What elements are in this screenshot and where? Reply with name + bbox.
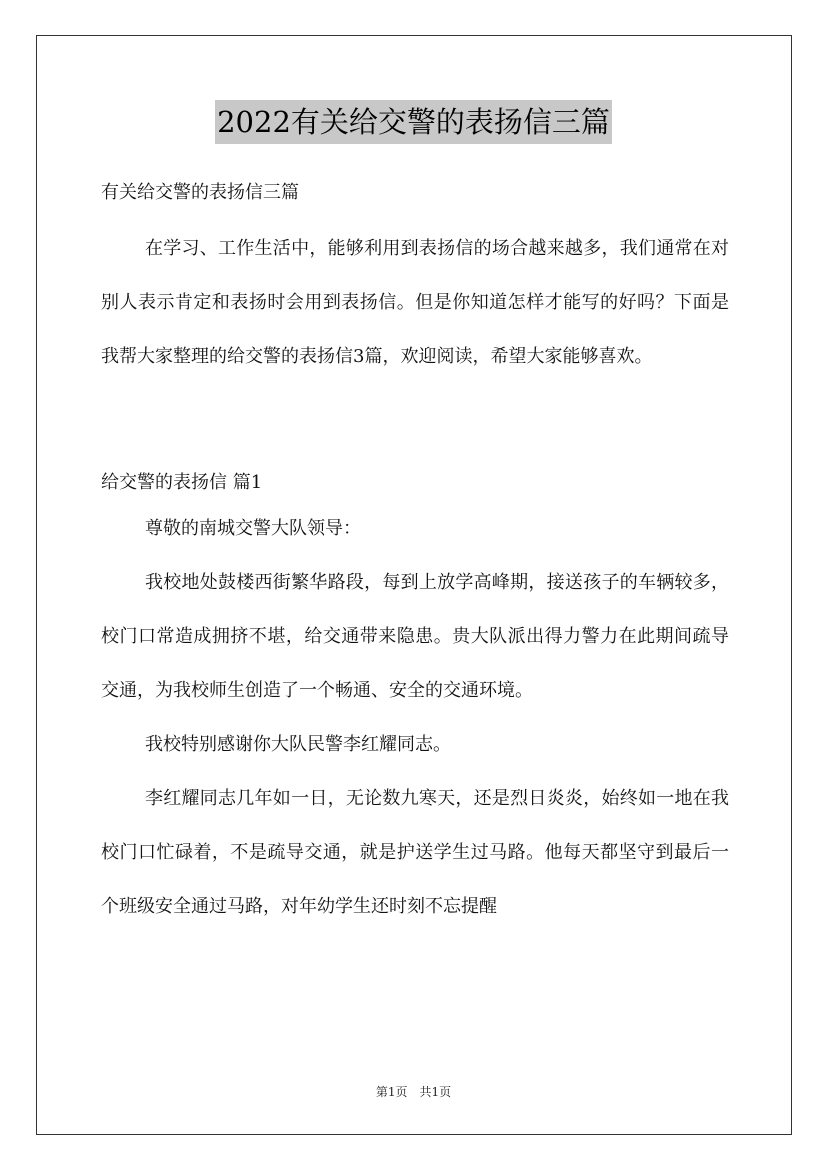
intro-paragraph: 在学习、工作生活中，能够利用到表扬信的场合越来越多，我们通常在对别人表示肯定和表扬时会用到表扬信。但是你知道怎样才能写的好吗？下面是我帮大家整理的给交警的表扬信3篇，欢迎阅读，希望大家能够喜欢。 [101, 238, 729, 367]
document-title: 2022有关给交警的表扬信三篇 [215, 100, 612, 144]
spacer [101, 384, 729, 464]
document-subtitle: 有关给交警的表扬信三篇 [101, 182, 299, 203]
salutation: 尊敬的南城交警大队领导： [145, 518, 361, 539]
body-paragraph: 我校特别感谢你大队民警李红耀同志。 [145, 734, 451, 755]
page-footer: 第1页 共1页 [375, 1085, 452, 1099]
spacer [101, 212, 729, 222]
document-body [101, 174, 729, 934]
body-paragraph: 我校地处鼓楼西街繁华路段，每到上放学高峰期，接送孩子的车辆较多，校门口常造成拥挤不堪，给交通带来隐患。贵大队派出得力警力在此期间疏导交通，为我校师生创造了一个畅通、安全的交通环境。 [101, 572, 729, 701]
body-paragraph: 李红耀同志几年如一日，无论数九寒天，还是烈日炎炎，始终如一地在我校门口忙碌着，不是疏导交通，就是护送学生过马路。他每天都坚守到最后一个班级安全通过马路，对年幼学生还时刻不忘提醒 [101, 788, 729, 917]
section-heading: 给交警的表扬信 篇1 [101, 472, 263, 493]
title-container [0, 100, 827, 144]
